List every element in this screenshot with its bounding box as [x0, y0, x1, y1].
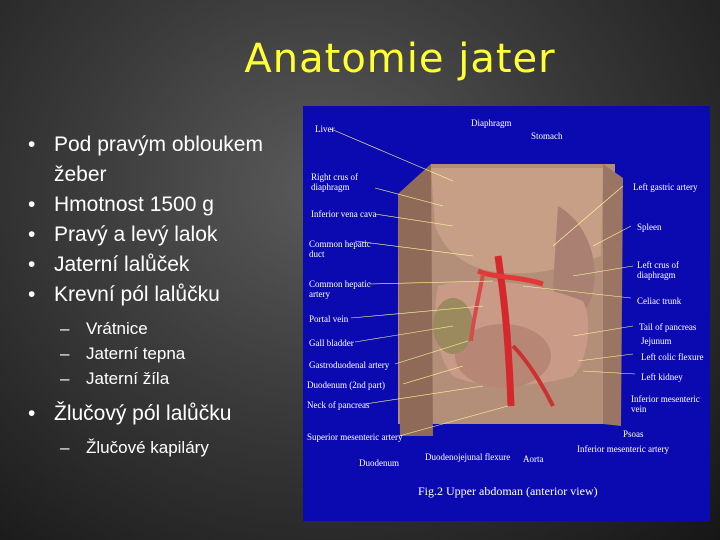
- sub-bullet-item: [28, 435, 318, 460]
- bullet-item: [28, 399, 318, 429]
- sub-bullet-item: [28, 366, 318, 391]
- bullet-item: [28, 280, 318, 310]
- figure-label: Psoas: [623, 429, 644, 439]
- figure-label: Diaphragm: [471, 118, 512, 128]
- figure-label: Gastroduodenal artery: [309, 360, 390, 370]
- figure-label: Duodenojejunal flexure: [425, 452, 511, 462]
- figure-label: Left crus of diaphragm: [637, 260, 679, 280]
- figure-label: Tail of pancreas: [639, 322, 697, 332]
- bullet-item: [28, 220, 318, 250]
- figure-label: Inferior vena cava: [311, 209, 377, 219]
- figure-label: Aorta: [523, 454, 544, 464]
- dash-icon: –: [60, 344, 70, 363]
- figure-label: Liver: [315, 124, 335, 134]
- bullet-icon: •: [28, 283, 36, 306]
- figure-label: Jejunum: [641, 336, 672, 346]
- figure-label: Common hepatic artery: [309, 279, 371, 299]
- figure-label: Inferior mesenteric artery: [577, 444, 669, 454]
- bullet-item: [28, 190, 318, 220]
- figure-label: Left kidney: [641, 372, 683, 382]
- figure-caption: Fig.2 Upper abdoman (anterior view): [418, 484, 598, 498]
- bullet-text: Krevní pól lalůčku: [54, 283, 220, 306]
- sub-bullet-item: [28, 316, 318, 341]
- figure-label: Inferior mesenteric vein: [631, 394, 700, 414]
- figure-label: Celiac trunk: [637, 296, 682, 306]
- bullet-icon: •: [28, 402, 36, 425]
- figure-label: Portal vein: [309, 314, 349, 324]
- figure-label: Gall bladder: [309, 338, 354, 348]
- bullet-icon: •: [28, 193, 36, 216]
- figure-label: Spleen: [637, 222, 662, 232]
- bullet-icon: •: [28, 223, 36, 246]
- bullet-text: Jaterní lalůček: [54, 253, 190, 276]
- bullet-list: [28, 130, 318, 460]
- figure-label: Neck of pancreas: [307, 400, 370, 410]
- figure-label: Duodenum (2nd part): [307, 380, 385, 390]
- bullet-text: Pod pravým obloukem žeber: [54, 133, 263, 186]
- figure-label: Left colic flexure: [641, 352, 704, 362]
- figure-label: Common hepatic duct: [309, 239, 371, 259]
- sub-bullet-text: Jaterní žíla: [86, 369, 170, 388]
- figure-label: Duodenum: [359, 458, 399, 468]
- dash-icon: –: [60, 438, 70, 457]
- dash-icon: –: [60, 369, 70, 388]
- anatomy-figure: [303, 106, 710, 521]
- sub-bullet-text: Jaterní tepna: [86, 344, 186, 363]
- figure-label: Stomach: [531, 131, 563, 141]
- bullet-text: Žlučový pól lalůčku: [54, 402, 232, 425]
- figure-label: Superior mesenteric artery: [307, 432, 403, 442]
- bullet-item: [28, 250, 318, 280]
- figure-label: Left gastric artery: [633, 182, 698, 192]
- sub-bullet-item: [28, 341, 318, 366]
- sub-bullet-text: Vrátnice: [86, 319, 148, 338]
- dash-icon: –: [60, 319, 70, 338]
- bullet-text: Pravý a levý lalok: [54, 223, 218, 246]
- bullet-icon: •: [28, 253, 36, 276]
- sub-bullet-text: Žlučové kapiláry: [86, 438, 209, 457]
- bullet-icon: •: [28, 133, 36, 156]
- bullet-item: [28, 130, 318, 190]
- bullet-text: Hmotnost 1500 g: [54, 193, 214, 216]
- slide-title: Anatomie jater: [244, 36, 556, 82]
- figure-label: Right crus of diaphragm: [311, 172, 358, 192]
